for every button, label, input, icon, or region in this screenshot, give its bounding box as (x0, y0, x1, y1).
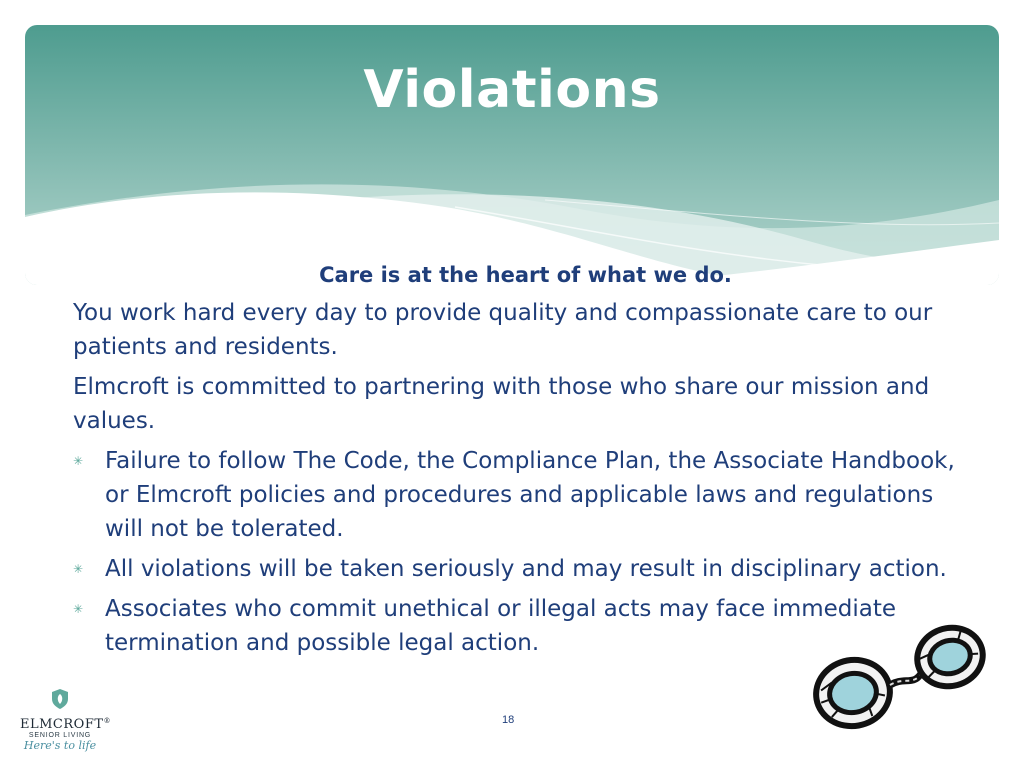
asterisk-bullet-icon: ✳ (73, 454, 84, 468)
handcuffs-icon (808, 615, 993, 745)
asterisk-bullet-icon: ✳ (73, 602, 84, 616)
slide-body (73, 258, 978, 666)
logo-tagline: Here's to life (23, 739, 97, 752)
bullet-text: All violations will be taken seriously and may result in disciplinary action. (105, 556, 947, 582)
paragraph: You work hard every day to provide quality and compassionate care to our patients and residents. (73, 300, 933, 360)
logo-subtitle: SENIOR LIVING (28, 732, 92, 739)
leaf-shield-icon (50, 688, 70, 710)
elmcroft-logo (20, 688, 112, 763)
asterisk-bullet-icon: ✳ (73, 562, 84, 576)
bullet-text: Associates who commit unethical or illegal acts may face immediate termination and possible legal action. (105, 596, 897, 656)
slide-title: Violations (363, 60, 661, 120)
page-number: 18 (502, 714, 515, 726)
paragraph: Elmcroft is committed to partnering with those who share our mission and values. (73, 374, 930, 434)
tagline: Care is at the heart of what we do. (319, 263, 732, 287)
logo-brand: ELMCROFT® (20, 717, 112, 732)
bullet-text: Failure to follow The Code, the Compliance Plan, the Associate Handbook, or Elmcroft policies and procedures and applicable laws and regulations will not be tolerated. (105, 448, 955, 542)
bullet-item (73, 444, 978, 546)
bullet-item (73, 552, 978, 586)
